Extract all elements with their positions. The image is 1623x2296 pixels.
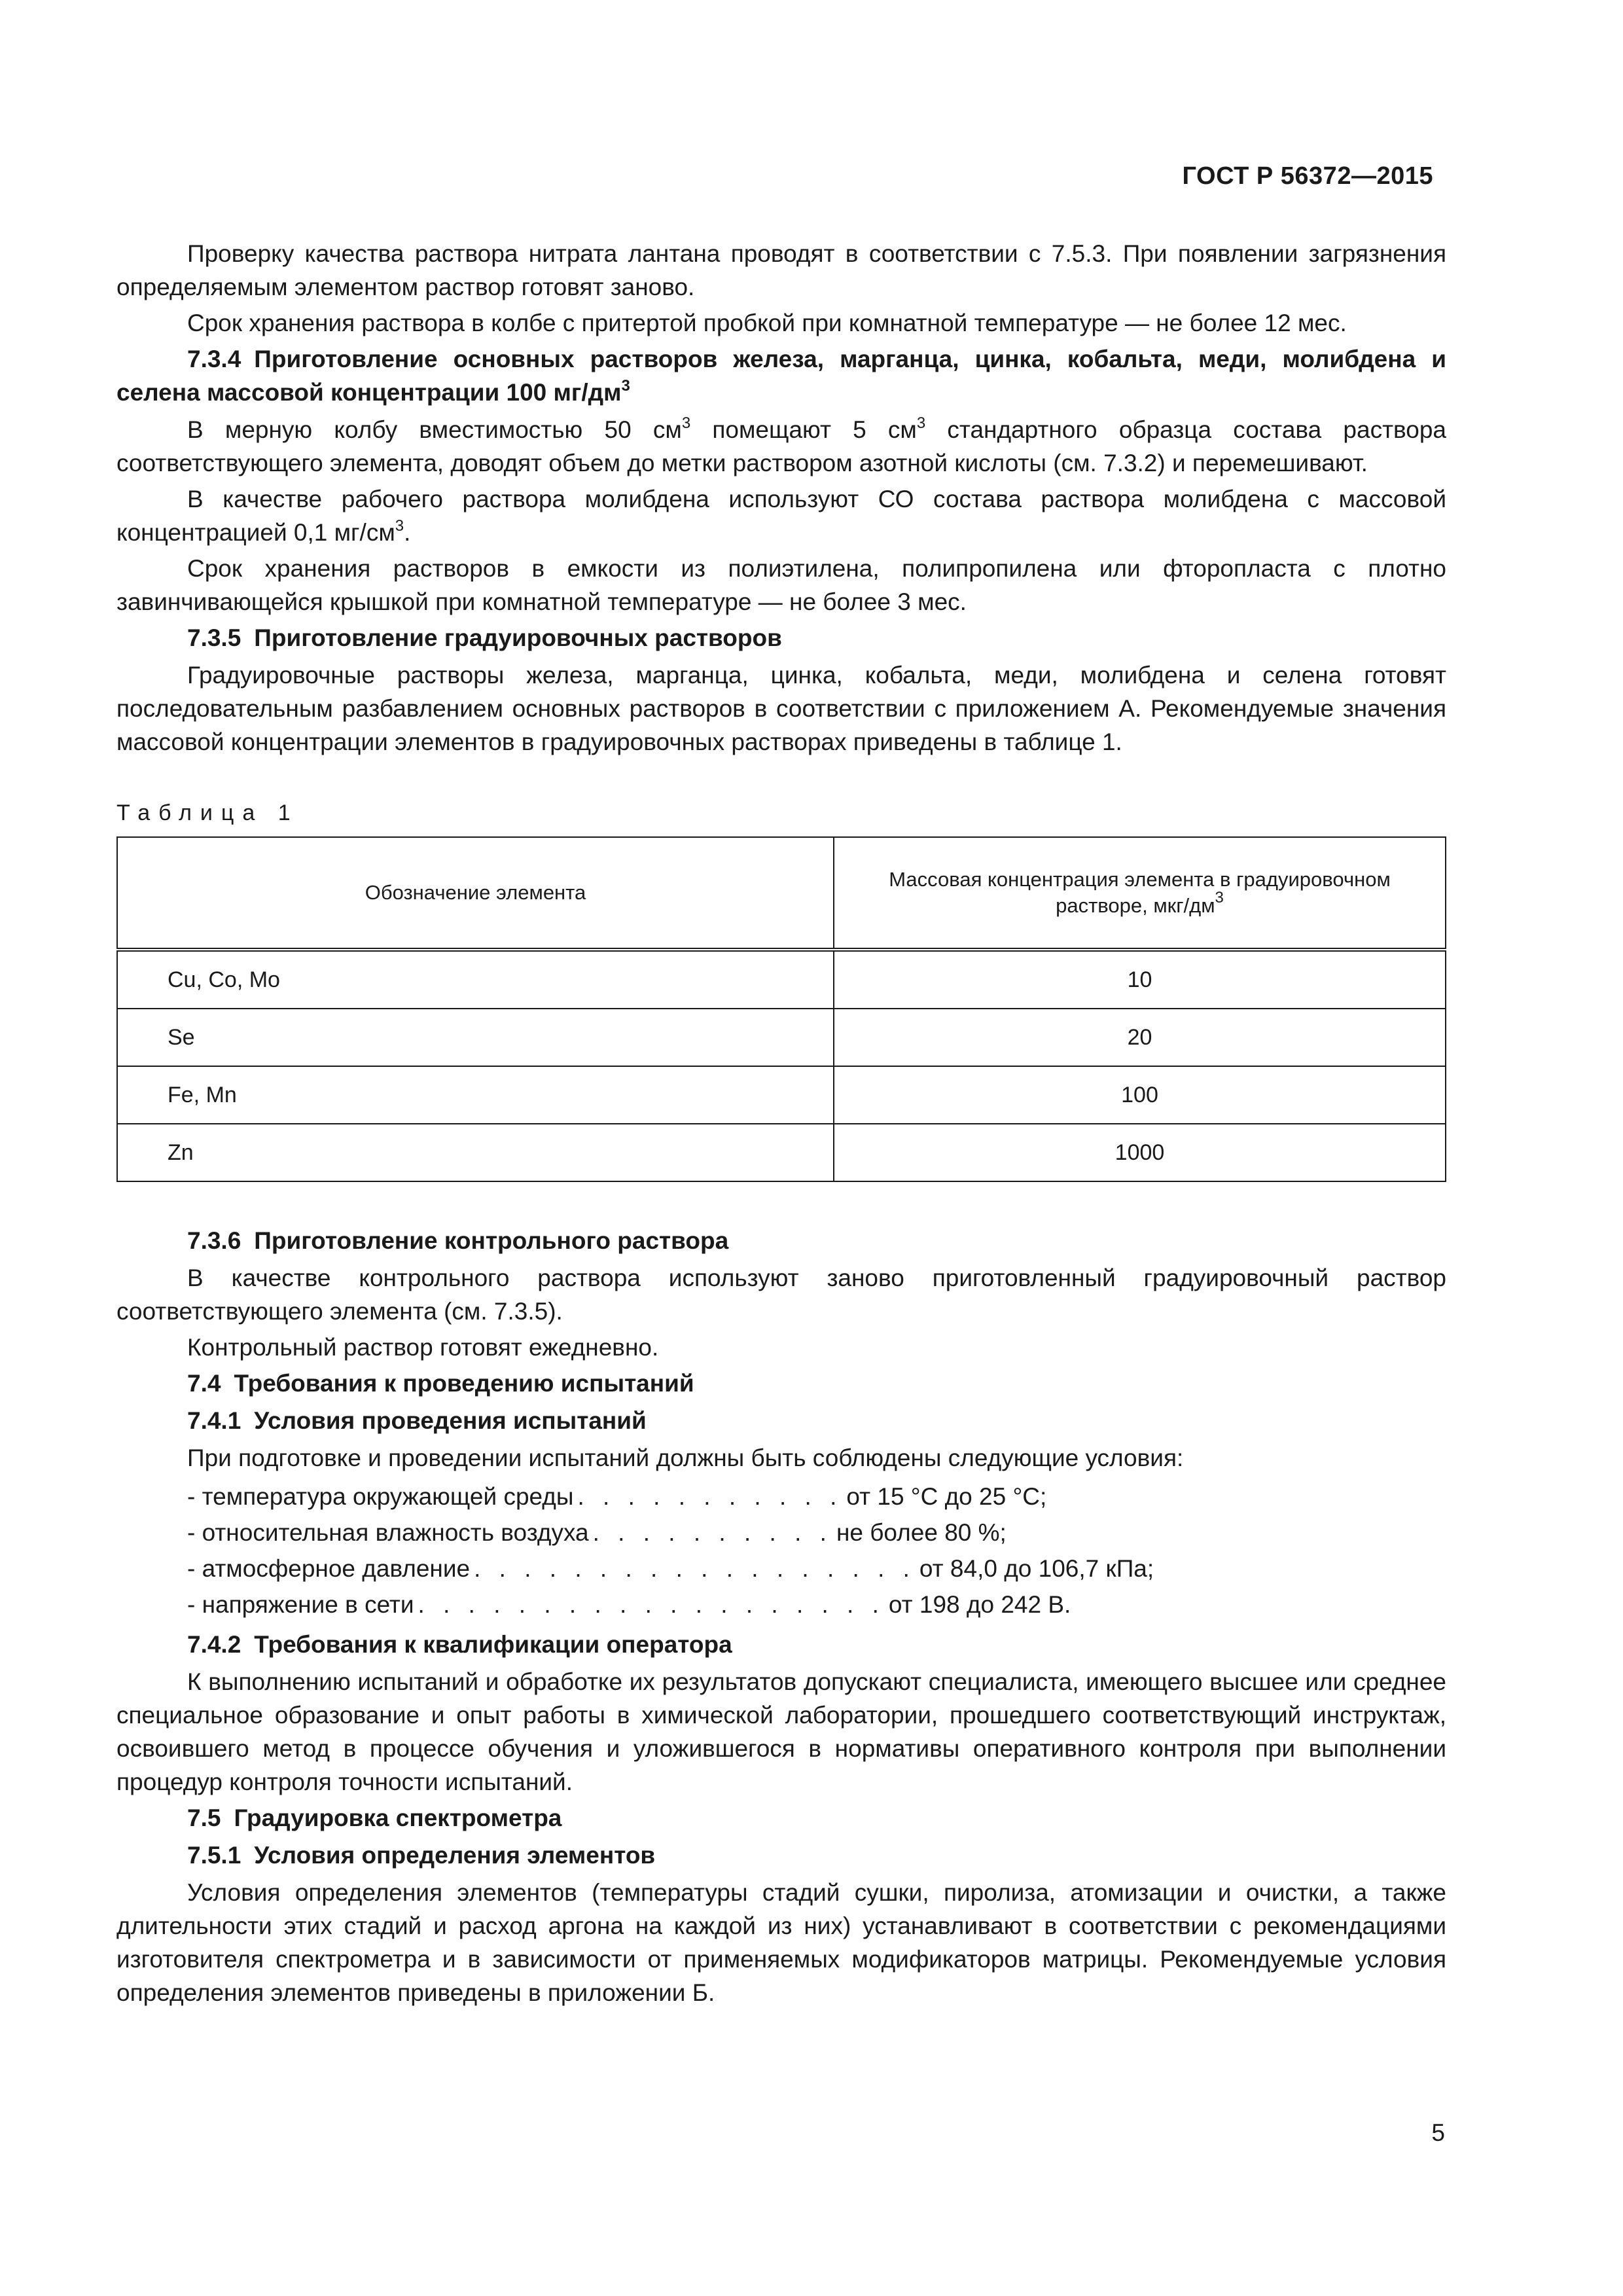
list-item	[116, 1587, 1446, 1623]
section-title: Градуировка спектрометра	[234, 1804, 562, 1831]
paragraph	[116, 413, 1446, 480]
column-header-element: Обозначение элемента	[117, 837, 834, 950]
condition-term: - температура окружающей среды	[187, 1483, 574, 1510]
text-run: .	[404, 519, 411, 546]
page-body	[116, 237, 1446, 2012]
paragraph: Градуировочные растворы железа, марганца, цинка, кобальта, меди, молибдена и селена готовят последовательным разбавлением основных растворов в соответствии с приложением А. Рекомендуемые значения массовой концентрации элементов в градуировочных растворах приведены в таблице 1.	[116, 662, 1446, 755]
superscript: 3	[395, 517, 404, 535]
cell-value: 10	[834, 950, 1446, 1009]
paragraph: Контрольный раствор готовят ежедневно.	[187, 1334, 659, 1361]
section-title: Приготовление контрольного раствора	[254, 1227, 729, 1254]
cell-element: Zn	[117, 1124, 834, 1181]
header-text: Массовая концентрация элемента в градуировочном растворе, мкг/дм	[889, 868, 1391, 917]
condition-term: - напряжение в сети	[187, 1591, 414, 1618]
text-run: В качестве рабочего раствора молибдена используют СО состава раствора молибдена с массовой концентрацией 0,1 мг/см	[116, 486, 1446, 546]
paragraph: Срок хранения раствора в колбе с притертой пробкой при комнатной температуре — не более 12 мес.	[187, 310, 1347, 336]
section-heading	[116, 1367, 1446, 1400]
section-number: 7.4.1	[187, 1407, 241, 1434]
paragraph: В качестве контрольного раствора используют заново приготовленный градуировочный раствор соответствующего элемента (см. 7.3.5).	[116, 1265, 1446, 1325]
section-number: 7.3.4	[187, 346, 241, 372]
section-number: 7.5	[187, 1804, 221, 1831]
table-row	[117, 1124, 1446, 1181]
section-title: Приготовление основных растворов железа, марганца, цинка, кобальта, меди, молибдена и селена массовой концентрации 100 мг/дм	[116, 346, 1446, 406]
condition-value: от 198 до 242 В.	[888, 1591, 1071, 1618]
cell-element: Fe, Mn	[117, 1066, 834, 1124]
table-row	[117, 950, 1446, 1009]
document-header: ГОСТ Р 56372—2015	[1182, 162, 1433, 190]
text-run: В мерную колбу вместимостью 50 см	[187, 416, 682, 443]
section-number: 7.4.2	[187, 1631, 241, 1658]
dot-leader: . . . . . . . . . . . . . . . . . . .	[418, 1591, 885, 1618]
section-heading	[116, 1404, 1446, 1437]
condition-value: от 84,0 до 106,7 кПа;	[919, 1555, 1154, 1582]
section-title: Требования к проведению испытаний	[234, 1370, 694, 1397]
concentration-table	[116, 836, 1446, 1182]
table-row	[117, 1066, 1446, 1124]
superscript: 3	[681, 414, 691, 432]
section-title: Приготовление градуировочных растворов	[254, 624, 782, 651]
column-header-concentration	[834, 837, 1446, 950]
superscript: 3	[916, 414, 926, 432]
section-number: 7.5.1	[187, 1842, 241, 1869]
paragraph: Срок хранения растворов в емкости из полиэтилена, полипропилена или фторопласта с плотно завинчивающейся крышкой при комнатной температуре — не более 3 мес.	[116, 555, 1446, 615]
section-title: Условия определения элементов	[254, 1842, 656, 1869]
paragraph: Проверку качества раствора нитрата лантана проводят в соответствии с 7.5.3. При появлении загрязнения определяемым элементом раствор готовят заново.	[116, 240, 1446, 300]
cell-value: 20	[834, 1009, 1446, 1066]
dot-leader: . . . . . . . . . . . . . . . . . .	[474, 1555, 916, 1582]
superscript: 3	[621, 377, 630, 395]
cell-element: Cu, Co, Mo	[117, 950, 834, 1009]
section-heading	[116, 1224, 1446, 1257]
condition-value: от 15 °С до 25 °С;	[846, 1483, 1047, 1510]
table-header-row	[117, 837, 1446, 950]
cell-element: Se	[117, 1009, 834, 1066]
condition-term: - относительная влажность воздуха	[187, 1519, 589, 1546]
text-run: стандартного образца состава раствора соответствующего элемента, доводят объем до метки раствором азотной кислоты (см. 7.3.2) и перемешивают.	[116, 416, 1446, 476]
text-run: помещают 5 см	[690, 416, 917, 443]
section-number: 7.4	[187, 1370, 221, 1397]
section-heading	[116, 621, 1446, 655]
section-heading	[116, 1628, 1446, 1661]
section-heading	[116, 1801, 1446, 1835]
table-caption: Таблица 1	[116, 800, 299, 825]
section-title: Требования к квалификации оператора	[254, 1631, 732, 1658]
section-number: 7.3.5	[187, 624, 241, 651]
section-number: 7.3.6	[187, 1227, 241, 1254]
page-number: 5	[1431, 2119, 1445, 2146]
dot-leader: . . . . . . . . . . .	[577, 1483, 843, 1510]
superscript: 3	[1215, 889, 1224, 906]
paragraph: К выполнению испытаний и обработке их результатов допускают специалиста, имеющего высшее или среднее специальное образование и опыт работы в химической лаборатории, прошедшего соответствующий инструктаж, освоившего метод в процессе обучения и уложившегося в нормативы оперативного контроля при выполнении процедур контроля точности испытаний.	[116, 1668, 1446, 1795]
table-row	[117, 1009, 1446, 1066]
paragraph: Условия определения элементов (температуры стадий сушки, пиролиза, атомизации и очистки, а также длительности этих стадий и расход аргона на каждой из них) устанавливают в соответствии с рекомендациями изготовителя спектрометра и в зависимости от применяемых модификаторов матрицы. Рекомендуемые условия определения элементов приведены в приложении Б.	[116, 1879, 1446, 2006]
paragraph	[116, 482, 1446, 549]
condition-term: - атмосферное давление	[187, 1555, 471, 1582]
section-heading	[116, 342, 1446, 409]
list-item	[116, 1479, 1446, 1515]
section-title: Условия проведения испытаний	[254, 1407, 647, 1434]
cell-value: 1000	[834, 1124, 1446, 1181]
dot-leader: . . . . . . . . . .	[592, 1519, 832, 1546]
section-heading	[116, 1839, 1446, 1872]
cell-value: 100	[834, 1066, 1446, 1124]
paragraph: При подготовке и проведении испытаний должны быть соблюдены следующие условия:	[187, 1444, 1184, 1471]
list-item	[116, 1551, 1446, 1587]
conditions-list	[116, 1479, 1446, 1623]
condition-value: не более 80 %;	[836, 1519, 1007, 1546]
list-item	[116, 1515, 1446, 1551]
